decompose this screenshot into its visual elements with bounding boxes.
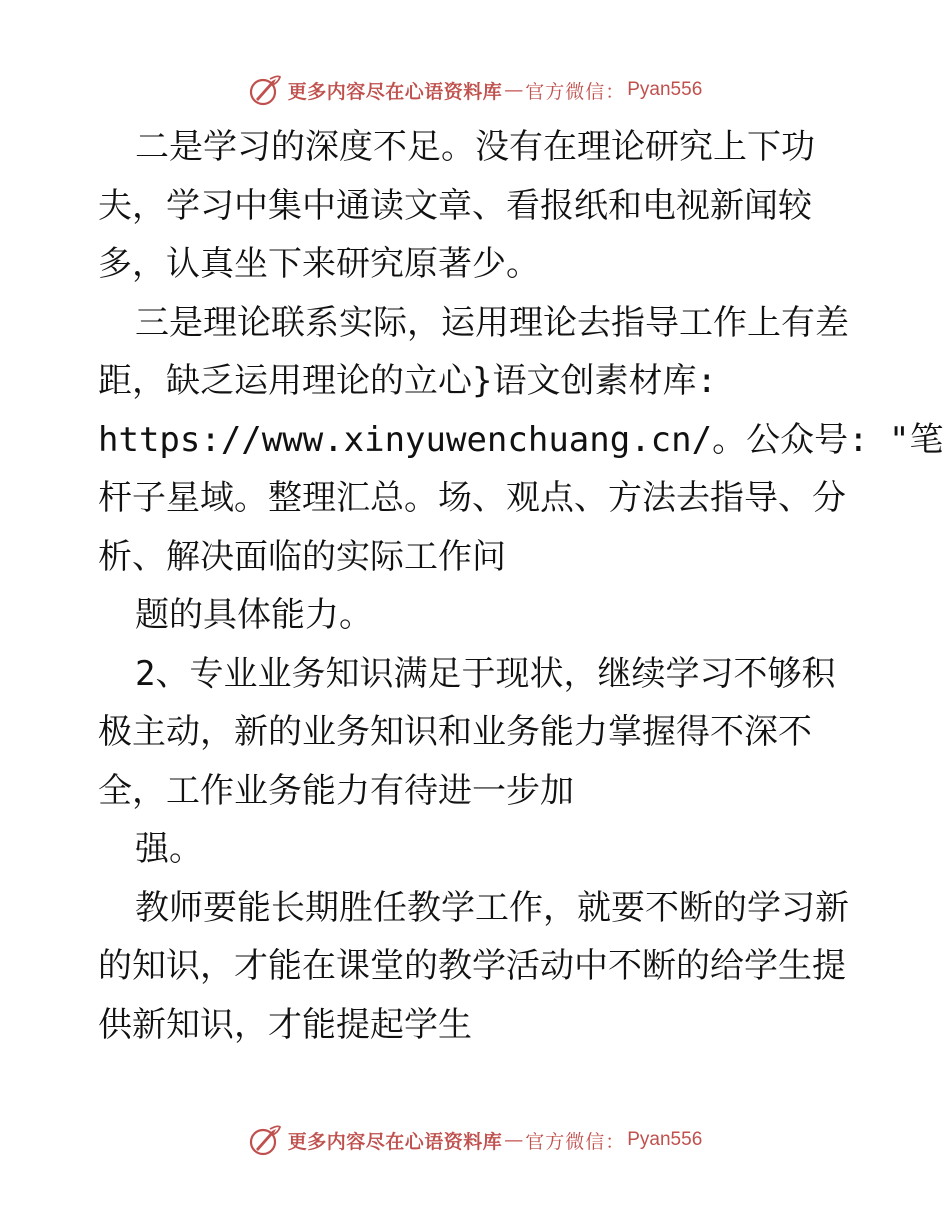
footer-wechat-label: 官方微信： bbox=[525, 1130, 626, 1153]
text-line: 全，工作业务能力有待进一步加 bbox=[98, 770, 574, 811]
text-line: 二是学习的深度不足。没有在理论研究上下功 bbox=[135, 127, 815, 167]
footer-dash: — bbox=[504, 1129, 524, 1151]
footer-brand: 更多内容尽在心语资料库 bbox=[287, 1130, 503, 1153]
header-watermark bbox=[0, 70, 950, 110]
quill-pen-icon bbox=[248, 73, 282, 107]
text-line: 极主动，新的业务知识和业务能力掌握得不深不 bbox=[98, 712, 812, 752]
text-line: 杆子星域。整理汇总。场、观点、方法去指导、分 bbox=[98, 478, 846, 518]
text-line: 题的具体能力。 bbox=[135, 595, 373, 635]
text-line: 强。 bbox=[135, 829, 203, 869]
text-line: 教师要能长期胜任教学工作，就要不断的学习新 bbox=[135, 887, 849, 928]
header-dash: — bbox=[504, 79, 524, 101]
body-text bbox=[98, 118, 944, 1054]
text-line: 2、专业业务知识满足于现状，继续学习不够积 bbox=[135, 653, 836, 694]
footer-watermark bbox=[0, 1120, 950, 1160]
text-line: 供新知识，才能提起学生 bbox=[98, 1004, 472, 1045]
text-line: 三是理论联系实际，运用理论去指导工作上有差 bbox=[135, 302, 849, 343]
text-line: 的知识，才能在课堂的教学活动中不断的给学生提 bbox=[98, 946, 846, 986]
text-line: https://www.xinyuwenchuang.cn/。公众号: "笔 bbox=[98, 419, 944, 460]
header-wechat-label: 官方微信： bbox=[525, 80, 626, 103]
footer-account: Pyan556 bbox=[627, 1129, 703, 1150]
text-line: 多，认真坐下来研究原著少。 bbox=[98, 244, 540, 284]
text-line: 夫，学习中集中通读文章、看报纸和电视新闻较 bbox=[98, 185, 812, 226]
text-line: 析、解决面临的实际工作问 bbox=[98, 536, 506, 577]
header-brand: 更多内容尽在心语资料库 bbox=[287, 80, 503, 103]
header-account: Pyan556 bbox=[627, 79, 703, 100]
quill-pen-icon bbox=[248, 1123, 282, 1157]
text-line: 距，缺乏运用理论的立心}语文创素材库: bbox=[98, 361, 717, 401]
